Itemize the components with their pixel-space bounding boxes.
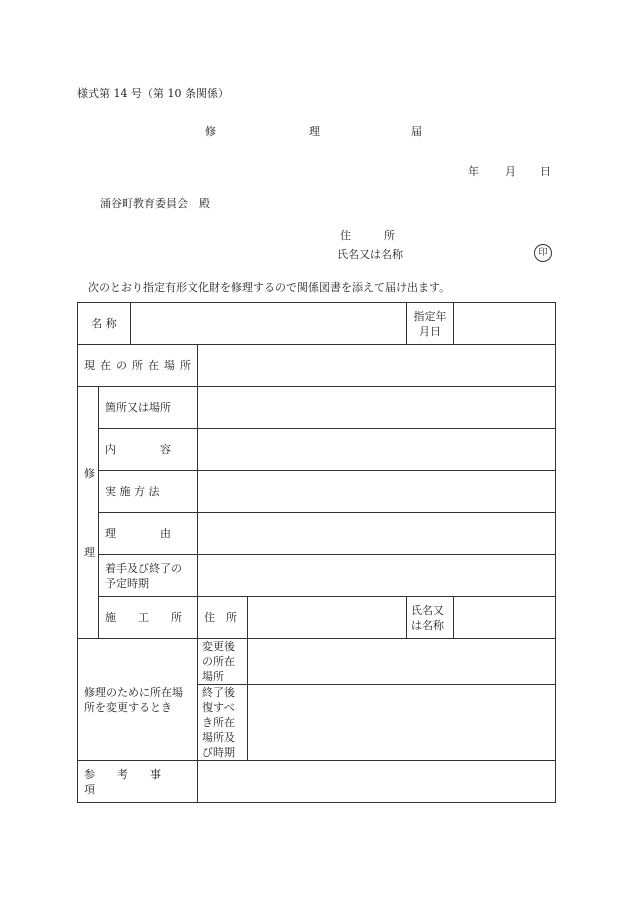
- content-header: 内 容: [99, 429, 198, 471]
- contractor-header: 施 工 所: [99, 597, 198, 639]
- current-location-value[interactable]: [198, 345, 556, 387]
- return-location-label: 終了後復すべき所在場所及び時期: [198, 685, 248, 761]
- designation-date-value[interactable]: [454, 303, 556, 345]
- reason-header: 理 由: [99, 513, 198, 555]
- name-header: 名 称: [78, 303, 131, 345]
- relocation-header: 修理のために所在場所を変更するとき: [78, 639, 198, 761]
- address-label: 住 所: [340, 229, 395, 242]
- date-day: 日: [540, 165, 551, 178]
- contractor-address-value[interactable]: [248, 597, 407, 639]
- seal-mark: 印: [534, 244, 552, 262]
- name-value[interactable]: [131, 303, 407, 345]
- reason-value[interactable]: [198, 513, 556, 555]
- return-location-value[interactable]: [248, 685, 556, 761]
- new-location-value[interactable]: [248, 639, 556, 685]
- contractor-address-label: 住 所: [198, 597, 248, 639]
- designation-date-header: 指定年月日: [407, 303, 454, 345]
- remarks-header: 参 考 事 項: [78, 761, 198, 803]
- contractor-name-label: 氏名又は名称: [407, 597, 454, 639]
- method-header: 実 施 方 法: [99, 471, 198, 513]
- repair-group-label: [78, 387, 99, 639]
- location-part-header: 箇所又は場所: [99, 387, 198, 429]
- repair-group-char-1: 修: [84, 466, 95, 480]
- repair-group-char-2: 理: [84, 545, 95, 559]
- current-location-header: 現在の所在場所: [78, 345, 198, 387]
- new-location-label: 変更後の所在場所: [198, 639, 248, 685]
- title-char-2: 理: [309, 125, 320, 138]
- content-value[interactable]: [198, 429, 556, 471]
- form-number: 様式第 14 号（第 10 条関係）: [77, 87, 229, 100]
- title-char-1: 修: [205, 125, 216, 138]
- intro-text: 次のとおり指定有形文化財を修理するので関係図書を添えて届け出ます。: [88, 281, 451, 294]
- title-char-3: 届: [411, 125, 422, 138]
- repair-form-table: [77, 302, 556, 803]
- schedule-value[interactable]: [198, 555, 556, 597]
- schedule-header: 着手及び終了の予定時期: [99, 555, 198, 597]
- remarks-value[interactable]: [198, 761, 556, 803]
- recipient: 涌谷町教育委員会 殿: [100, 197, 210, 210]
- date-year: 年: [468, 165, 479, 178]
- name-label: 氏名又は名称: [337, 248, 403, 261]
- method-value[interactable]: [198, 471, 556, 513]
- date-month: 月: [505, 165, 516, 178]
- contractor-name-value[interactable]: [454, 597, 556, 639]
- location-part-value[interactable]: [198, 387, 556, 429]
